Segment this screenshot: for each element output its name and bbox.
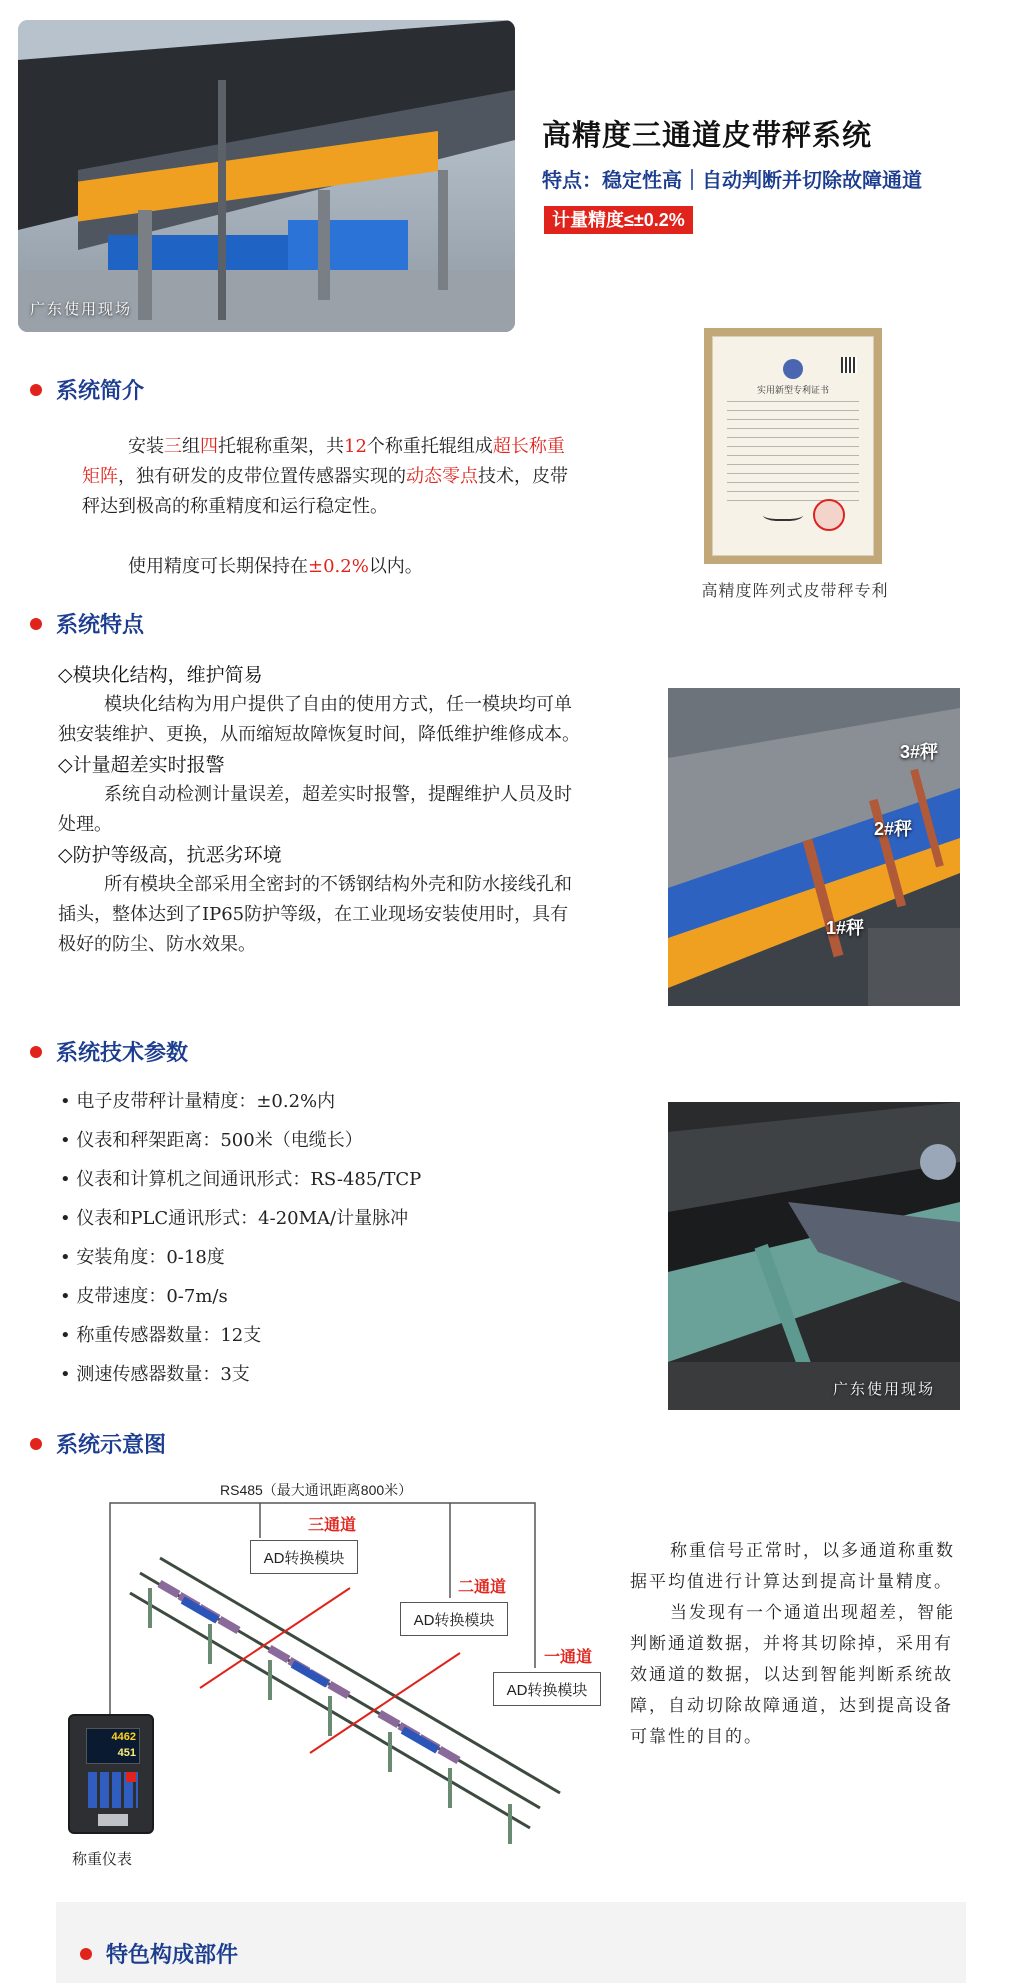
certificate-paper <box>712 336 874 556</box>
diagram-description-p1: 称重信号正常时，以多通道称重数据平均值进行计算达到提高计量精度。 <box>630 1541 955 1592</box>
scales-photo-illustration <box>668 688 960 1006</box>
section-heading-intro <box>30 374 144 405</box>
feature-title: ◇计量超差实时报警 <box>58 754 225 776</box>
scale-label-2: 2#秤 <box>874 819 913 839</box>
display-top-value: 4462 <box>111 1731 136 1743</box>
feature-title: ◇防护等级高，抗恶劣环境 <box>58 844 282 866</box>
page-subtitle: 特点：稳定性高｜自动判断并切除故障通道 <box>542 170 922 192</box>
param-item: • 安装角度：0-18度 <box>60 1247 225 1268</box>
instrument-display <box>86 1728 140 1764</box>
certificate-text-lines <box>727 401 859 501</box>
feature-text: 所有模块全部采用全密封的不锈钢结构外壳和防水接线孔和插头，整体达到了IP65防护等级，在工业现场安装使用时，具有极好的防尘、防水效果。 <box>58 874 572 955</box>
params-photo-caption: 广东使用现场 <box>833 1380 936 1398</box>
header-photo <box>18 20 515 332</box>
header-photo-caption: 广东使用现场 <box>30 300 133 318</box>
channel-2-label: 二通道 <box>458 1579 507 1596</box>
section-heading-diagram <box>30 1428 166 1459</box>
channel-3-label: 三通道 <box>308 1517 357 1534</box>
instrument-keypad-red-icon <box>126 1772 136 1782</box>
certificate-qr-icon <box>841 357 857 373</box>
patent-certificate <box>704 328 882 564</box>
section-title: 特色构成部件 <box>106 1942 239 1967</box>
bullet-dot-icon <box>30 384 42 396</box>
bullet-dot-icon <box>30 618 42 630</box>
scale-label-3: 3#秤 <box>900 742 939 762</box>
bullet-dot-icon <box>30 1438 42 1450</box>
params-photo <box>668 1102 960 1410</box>
feature-title: ◇模块化结构，维护简易 <box>58 664 263 686</box>
scales-photo <box>668 688 960 1006</box>
diagram-description <box>630 1536 960 1753</box>
rs485-label: RS485（最大通讯距离800米） <box>220 1482 413 1498</box>
conveyor-photo-illustration <box>18 20 515 332</box>
intro-paragraph-2: 使用精度可长期保持在±0.2%以内。 <box>128 556 423 577</box>
param-item: • 仪表和PLC通讯形式：4-20MA/计量脉冲 <box>60 1208 409 1229</box>
section-title: 系统简介 <box>56 378 145 403</box>
bullet-dot-icon <box>80 1948 92 1960</box>
scale-label-1: 1#秤 <box>826 918 865 938</box>
certificate-logo-icon <box>783 359 803 379</box>
param-item: • 仪表和计算机之间通讯形式：RS-485/TCP <box>60 1169 422 1190</box>
components-panel <box>56 1902 966 1983</box>
section-title: 系统示意图 <box>56 1432 167 1457</box>
ad-module-1: AD转换模块 <box>493 1672 601 1706</box>
page-title: 高精度三通道皮带秤系统 <box>542 120 873 152</box>
section-heading-params <box>30 1036 188 1067</box>
param-item: • 皮带速度：0-7m/s <box>60 1286 228 1307</box>
ad-module-3: AD转换模块 <box>250 1540 358 1574</box>
params-photo-illustration <box>668 1102 960 1410</box>
section-heading-components <box>80 1938 238 1969</box>
intro-paragraph-1: 安装三组四托辊称重架，共12个称重托辊组成超长称重矩阵，独有研发的皮带位置传感器实现的动态零点技术，皮带秤达到极高的称重精度和运行稳定性。 <box>82 436 568 517</box>
param-item: • 仪表和秤架距离：500米（电缆长） <box>60 1130 363 1151</box>
display-bottom-value: 451 <box>117 1747 136 1759</box>
weighing-instrument <box>68 1714 154 1834</box>
bullet-dot-icon <box>30 1046 42 1058</box>
feature-text: 模块化结构为用户提供了自由的使用方式，任一模块均可单独安装维护、更换，从而缩短故障恢复时间，降低维护维修成本。 <box>58 694 580 745</box>
param-item: • 电子皮带秤计量精度：±0.2%内 <box>60 1091 336 1112</box>
param-item: • 称重传感器数量：12支 <box>60 1325 262 1346</box>
param-item: • 测速传感器数量：3支 <box>60 1364 250 1385</box>
certificate-signature-icon <box>763 507 803 521</box>
section-title: 系统技术参数 <box>56 1040 189 1065</box>
diagram-description-p2: 当发现有一个通道出现超差，智能判断通道数据，并将其切除掉，采用有效通道的数据，以达到智能判断系统故障，自动切除故障通道，达到提高设备可靠性的目的。 <box>630 1603 955 1747</box>
feature-text: 系统自动检测计量误差，超差实时报警，提醒维护人员及时处理。 <box>58 784 572 835</box>
instrument-label: 称重仪表 <box>72 1851 133 1868</box>
ad-module-2: AD转换模块 <box>400 1602 508 1636</box>
certificate-title: 实用新型专利证书 <box>756 386 829 396</box>
params-list <box>60 1082 620 1394</box>
features-list <box>58 660 580 960</box>
section-heading-features <box>30 608 144 639</box>
section-title: 系统特点 <box>56 612 145 637</box>
accuracy-badge: 计量精度≤±0.2% <box>544 206 693 234</box>
instrument-printer-icon <box>98 1814 128 1826</box>
system-diagram <box>60 1478 620 1878</box>
certificate-seal-icon <box>813 499 845 531</box>
patent-caption: 高精度阵列式皮带秤专利 <box>701 581 889 600</box>
channel-1-label: 一通道 <box>544 1649 593 1666</box>
